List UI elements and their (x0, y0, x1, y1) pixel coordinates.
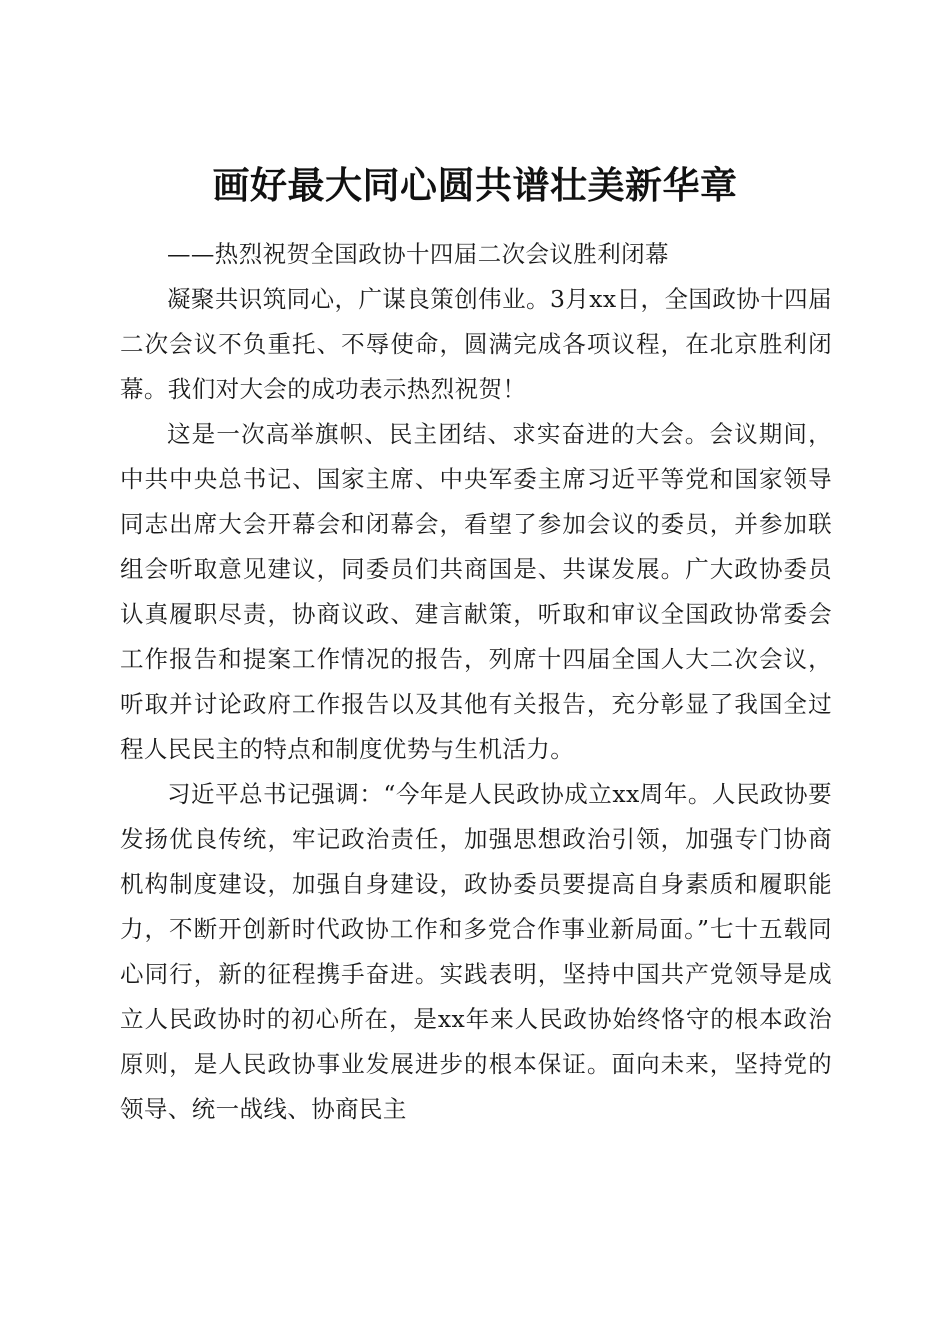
document-body (120, 232, 832, 1132)
document-title: 画好最大同心圆共谱壮美新华章 (212, 162, 738, 207)
paragraph-3: 习近平总书记强调：“今年是人民政协成立xx周年。人民政协要发扬优良传统，牢记政治责任，加强思想政治引领，加强专门协商机构制度建设，加强自身建设，政协委员要提高自身素质和履职能力，不断开创新时代政协工作和多党合作事业新局面。”七十五载同心同行，新的征程携手奋进。实践表明，坚持中国共产党领导是成立人民政协时的初心所在，是xx年来人民政协始终恪守的根本政治原则，是人民政协事业发展进步的根本保证。面向未来，坚持党的领导、统一战线、协商民主 (120, 780, 832, 1123)
subtitle: ——热烈祝贺全国政协十四届二次会议胜利闭幕 (167, 240, 669, 268)
paragraph-1: 凝聚共识筑同心，广谋良策创伟业。3月xx日，全国政协十四届二次会议不负重托、不辱使命，圆满完成各项议程，在北京胜利闭幕。我们对大会的成功表示热烈祝贺！ (120, 285, 832, 403)
paragraph-2: 这是一次高举旗帜、民主团结、求实奋进的大会。会议期间，中共中央总书记、国家主席、中央军委主席习近平等党和国家领导同志出席大会开幕会和闭幕会，看望了参加会议的委员，并参加联组会听取意见建议，同委员们共商国是、共谋发展。广大政协委员认真履职尽责，协商议政、建言献策，听取和审议全国政协常委会工作报告和提案工作情况的报告，列席十四届全国人大二次会议，听取并讨论政府工作报告以及其他有关报告，充分彰显了我国全过程人民民主的特点和制度优势与生机活力。 (120, 420, 832, 763)
